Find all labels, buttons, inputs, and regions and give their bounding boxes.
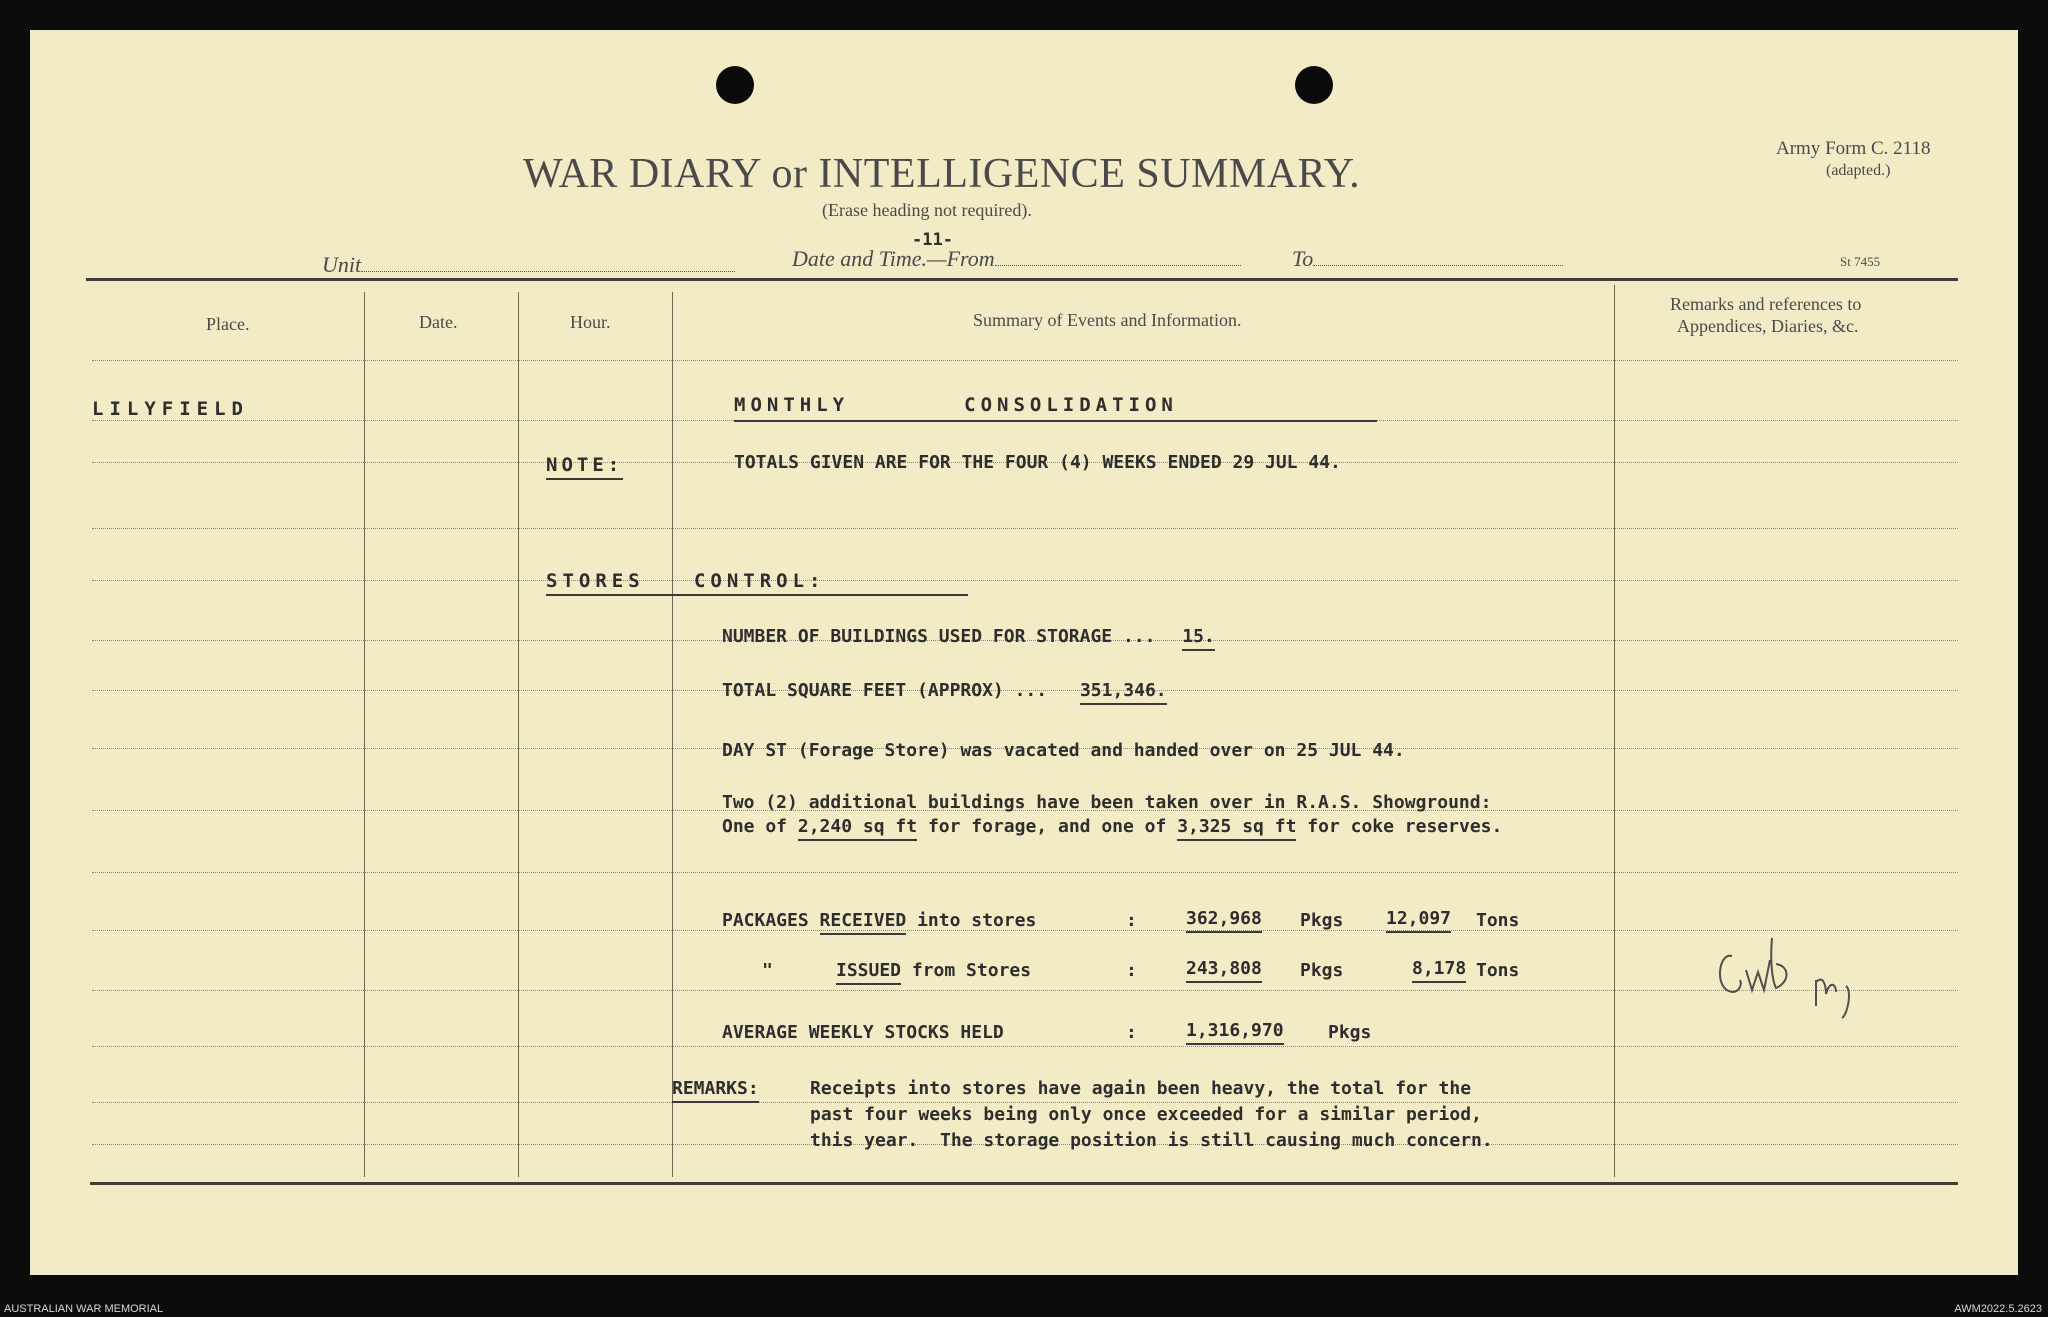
- note-label: NOTE:: [546, 454, 623, 480]
- unit-field: [361, 271, 735, 272]
- stores-control-label: STORES CONTROL:: [546, 570, 826, 592]
- army-form-number: Army Form C. 2118: [1776, 138, 1931, 159]
- two-bldg-c: for forage, and one of: [927, 816, 1167, 837]
- place-entry: LILYFIELD: [92, 398, 249, 420]
- sqft-line: [722, 680, 1167, 701]
- entry-heading: MONTHLY CONSOLIDATION: [734, 394, 1178, 416]
- col-header-date: Date.: [419, 312, 458, 332]
- form-subtitle: (Erase heading not required).: [822, 200, 1032, 220]
- col-header-remarks-1: Remarks and references to: [1670, 294, 1862, 314]
- army-form-adapted: (adapted.): [1826, 162, 1891, 179]
- received-pkgs: 362,968: [1186, 908, 1262, 933]
- date-time-label-text: Date and Time.—From: [792, 246, 995, 271]
- day-st-line: DAY ST (Forage Store) was vacated and handed over on 25 JUL 44.: [722, 740, 1405, 761]
- received-tons: 12,097: [1386, 908, 1451, 933]
- table-bottom-rule: [90, 1182, 1958, 1185]
- remarks-line-2: past four weeks being only once exceeded for a similar period,: [810, 1104, 1482, 1125]
- average-colon: :: [1126, 1022, 1137, 1043]
- col-divider-place: [364, 292, 365, 1177]
- buildings-line: [722, 626, 1215, 647]
- col-header-remarks-2: Appendices, Diaries, &c.: [1677, 316, 1859, 336]
- stores-control-underline: [546, 594, 968, 596]
- two-buildings-line-1: Two (2) additional buildings have been taken over in R.A.S. Showground:: [722, 792, 1492, 813]
- received-suffix: into stores: [917, 910, 1037, 931]
- average-text: AVERAGE WEEKLY STOCKS HELD: [722, 1022, 1004, 1043]
- received-label: RECEIVED: [820, 910, 907, 935]
- punch-hole-left: [716, 66, 754, 104]
- two-bldg-e: for coke reserves.: [1307, 816, 1503, 837]
- buildings-text: NUMBER OF BUILDINGS USED FOR STORAGE ...: [722, 626, 1156, 647]
- issued-suffix: from Stores: [911, 960, 1032, 981]
- col-header-summary: Summary of Events and Information.: [973, 310, 1242, 330]
- table-top-rule: [86, 278, 1958, 281]
- two-bldg-coke-area: 3,325 sq ft: [1177, 816, 1296, 841]
- issued-ditto: ": [762, 960, 773, 981]
- to-label: [1292, 246, 1563, 272]
- form-title: WAR DIARY or INTELLIGENCE SUMMARY.: [523, 151, 1361, 197]
- handwritten-signature: [1706, 930, 1866, 1020]
- col-divider-summary: [1614, 285, 1615, 1177]
- received-line: [722, 910, 1036, 931]
- footer-credit: AUSTRALIAN WAR MEMORIAL: [4, 1303, 164, 1315]
- col-divider-hour: [672, 292, 673, 1177]
- print-code: St 7455: [1840, 254, 1881, 269]
- unit-label: [322, 252, 735, 278]
- issued-pkgs: 243,808: [1186, 958, 1262, 983]
- received-tons-unit: Tons: [1476, 910, 1520, 931]
- two-bldg-a: One of: [722, 816, 788, 837]
- war-diary-sheet: [30, 30, 2018, 1275]
- col-header-place: Place.: [206, 314, 250, 334]
- entry-heading-underline: [734, 420, 1377, 422]
- received-prefix: PACKAGES: [722, 910, 809, 931]
- average-pkgs: 1,316,970: [1186, 1020, 1284, 1045]
- date-from-field: [995, 265, 1241, 266]
- two-bldg-forage-area: 2,240 sq ft: [798, 816, 917, 841]
- remarks-line-1: Receipts into stores have again been heavy, the total for the: [810, 1078, 1472, 1099]
- buildings-value: 15.: [1182, 626, 1215, 651]
- col-divider-date: [518, 292, 519, 1177]
- average-pkgs-unit: Pkgs: [1328, 1022, 1372, 1043]
- issued-tons: 8,178: [1412, 958, 1466, 983]
- sqft-text: TOTAL SQUARE FEET (APPROX) ...: [722, 680, 1048, 701]
- footer-accession-number: AWM2022.5.2623: [1954, 1303, 2042, 1315]
- issued-pkgs-unit: Pkgs: [1300, 960, 1344, 981]
- two-buildings-line-2: [722, 816, 1502, 837]
- note-text: TOTALS GIVEN ARE FOR THE FOUR (4) WEEKS ENDED 29 JUL 44.: [734, 452, 1341, 473]
- received-pkgs-unit: Pkgs: [1300, 910, 1344, 931]
- punch-hole-right: [1295, 66, 1333, 104]
- remarks-label: REMARKS:: [672, 1078, 759, 1103]
- date-time-label: [792, 246, 1241, 272]
- to-label-text: To: [1292, 246, 1314, 271]
- issued-tons-unit: Tons: [1476, 960, 1520, 981]
- date-to-field: [1313, 265, 1563, 266]
- issued-label: ISSUED: [836, 960, 901, 985]
- issued-line: [836, 960, 1031, 981]
- page-number: -11-: [912, 230, 953, 250]
- issued-colon: :: [1126, 960, 1137, 981]
- remarks-line-3: this year. The storage position is still causing much concern.: [810, 1130, 1493, 1151]
- col-header-hour: Hour.: [570, 312, 611, 332]
- unit-label-text: Unit: [322, 252, 362, 277]
- sqft-value: 351,346.: [1080, 680, 1167, 705]
- received-colon: :: [1126, 910, 1137, 931]
